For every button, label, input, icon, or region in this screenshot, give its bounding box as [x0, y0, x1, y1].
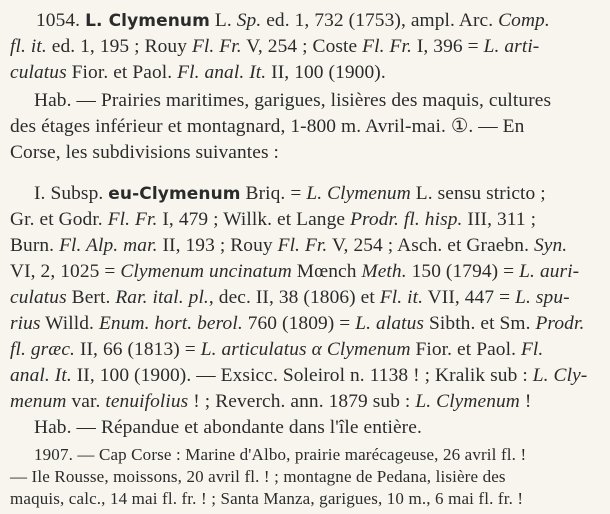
subsp-line-7: fl. græc. II, 66 (1813) = L. articulatus α Clymenum Fior. et Paol. Fl.	[10, 339, 544, 360]
subsp-hab-line: Hab. — Répandue et abondante dans l'île entière.	[34, 417, 422, 438]
subsp-line-1: I. Subsp. eu-Clymenum Briq. = L. Clymenum L. sensu stricto ;	[34, 183, 546, 204]
subsp-line-4: VI, 2, 1025 = Clymenum uncinatum Mœnch Meth. 150 (1794) = L. auri-	[10, 261, 580, 282]
entry-line-2: fl. it. ed. 1, 195 ; Rouy Fl. Fr. V, 254 ; Coste Fl. Fr. I, 396 = L. arti-	[10, 36, 540, 57]
entry-hab-line-1: Hab. — Prairies maritimes, garigues, lisières des maquis, cultures	[34, 90, 552, 111]
entry-line-3: culatus Fior. et Paol. Fl. anal. It. II, 100 (1900).	[10, 62, 386, 83]
entry-line-1-rest: L. Sp. ed. 1, 732 (1753), ampl. Arc. Comp.	[209, 10, 550, 31]
taxon-name: L. Clymenum	[85, 11, 210, 31]
subsp-line-5: culatus Bert. Rar. ital. pl., dec. II, 38 (1806) et Fl. it. VII, 447 = L. spu-	[10, 287, 570, 308]
subspecies-name: eu-Clymenum	[108, 184, 241, 204]
record-line-3: maquis, calc., 14 mai fl. fr. ! ; Santa Manza, garigues, 10 m., 6 mai fl. fr. !	[10, 489, 524, 508]
subsp-line-9: menum var. tenuifolius ! ; Reverch. ann. 1879 sub : L. Clymenum !	[10, 391, 532, 412]
record-line-2: — Ile Rousse, moissons, 20 avril fl. ! ; montagne de Pedana, lisière des	[10, 467, 506, 486]
entry-hab-line-3: Corse, les subdivisions suivantes :	[10, 142, 280, 163]
subsp-line-3: Burn. Fl. Alp. mar. II, 193 ; Rouy Fl. Fr. V, 254 ; Asch. et Graebn. Syn.	[10, 235, 568, 256]
subsp-line-6: rius Willd. Enum. hort. berol. 760 (1809) = L. alatus Sibth. et Sm. Prodr.	[10, 313, 585, 334]
entry-line-1	[36, 9, 610, 33]
entry-hab-line-2: des étages inférieur et montagnard, 1-800 m. Avril-mai. ①. — En	[10, 116, 525, 137]
record-line-1: 1907. — Cap Corse : Marine d'Albo, prairie marécageuse, 26 avril fl. !	[34, 445, 527, 464]
subsp-line-2: Gr. et Godr. Fl. Fr. I, 479 ; Willk. et Lange Prodr. fl. hisp. III, 311 ;	[10, 209, 537, 230]
subsp-line-8: anal. It. II, 100 (1900). — Exsicc. Soleirol n. 1138 ! ; Kralik sub : L. Cly-	[10, 365, 588, 386]
entry-number: 1054.	[36, 10, 86, 31]
